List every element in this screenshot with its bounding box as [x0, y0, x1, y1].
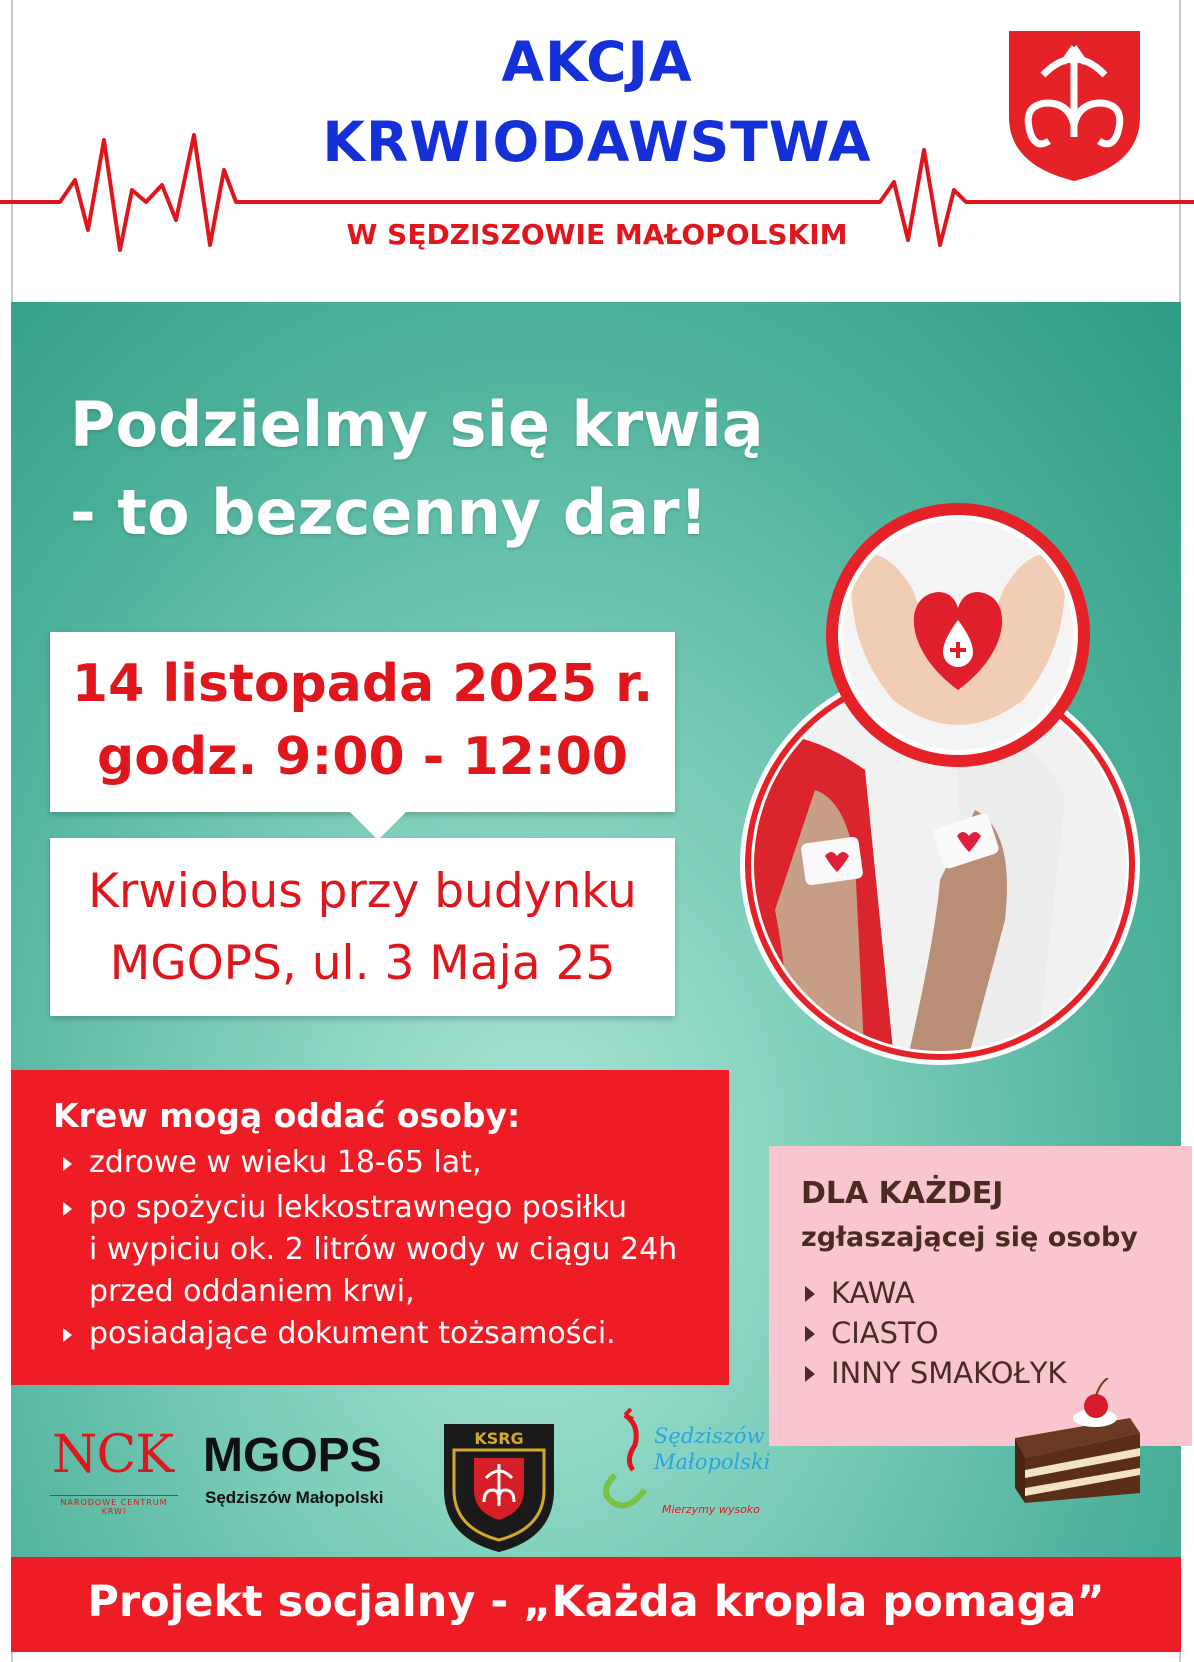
footer-text: Projekt socjalny - „Każda kropla pomaga” [87, 1577, 1105, 1627]
requirement-item: zdrowe w wieku 18-65 lat, [89, 1145, 482, 1180]
requirements-box [11, 1070, 729, 1385]
place-box [50, 838, 675, 1016]
bonus-heading: DLA KAŻDEJ [801, 1176, 1004, 1211]
bullet-icon [805, 1286, 815, 1302]
event-time: godz. 9:00 - 12:00 [97, 727, 628, 787]
hands-heart-illustration [823, 500, 1093, 770]
bonus-item: INNY SMAKOŁYK [831, 1356, 1067, 1390]
mgops-logo-subtitle: Sędziszów Małopolski [205, 1488, 384, 1507]
date-box [50, 632, 675, 812]
bullet-icon [63, 1157, 72, 1171]
bonus-item: KAWA [831, 1276, 915, 1310]
mgops-logo: MGOPS [203, 1429, 382, 1482]
nck-logo: NCK [52, 1425, 174, 1485]
requirement-item: i wypiciu ok. 2 litrów wody w ciągu 24h [89, 1232, 678, 1267]
ksrg-label: KSRG [474, 1429, 524, 1448]
requirement-item: po spożyciu lekkostrawnego posiłku [89, 1190, 628, 1225]
city-logo-tagline: Mierzymy wysoko [662, 1503, 760, 1516]
requirement-item: posiadające dokument tożsamości. [89, 1316, 616, 1351]
subtitle: W SĘDZISZOWIE MAŁOPOLSKIM [346, 218, 848, 251]
footer-banner [11, 1557, 1181, 1652]
title-line-1: AKCJA [501, 30, 693, 94]
nck-logo-subtitle: NARODOWE CENTRUM KRWI [50, 1495, 178, 1516]
cake-slice-icon [1010, 1378, 1150, 1508]
event-place-line-2: MGOPS, ul. 3 Maja 25 [109, 936, 616, 991]
event-place-line-1: Krwiobus przy budynku [88, 864, 637, 919]
bullet-icon [63, 1328, 72, 1342]
title-line-2: KRWIODAWSTWA [322, 110, 872, 174]
bullet-icon [805, 1366, 815, 1382]
ksrg-badge-icon [440, 1420, 558, 1555]
city-logo-icon [595, 1405, 655, 1525]
requirement-item: przed oddaniem krwi, [89, 1274, 415, 1309]
slogan-line-2: - to bezcenny dar! [70, 476, 708, 549]
bonus-item: CIASTO [831, 1316, 939, 1350]
bonus-subheading: zgłaszającej się osoby [801, 1222, 1138, 1253]
speech-notch [350, 812, 406, 840]
slogan-line-1: Podzielmy się krwią [70, 388, 764, 461]
bullet-icon [805, 1326, 815, 1342]
bullet-icon [63, 1202, 72, 1216]
coat-of-arms-icon [1003, 25, 1146, 185]
requirements-heading: Krew mogą oddać osoby: [53, 1096, 521, 1135]
city-logo-line-2: Małopolski [654, 1450, 771, 1474]
city-logo-line-1: Sędziszów [654, 1424, 765, 1448]
event-date: 14 listopada 2025 r. [71, 654, 654, 714]
